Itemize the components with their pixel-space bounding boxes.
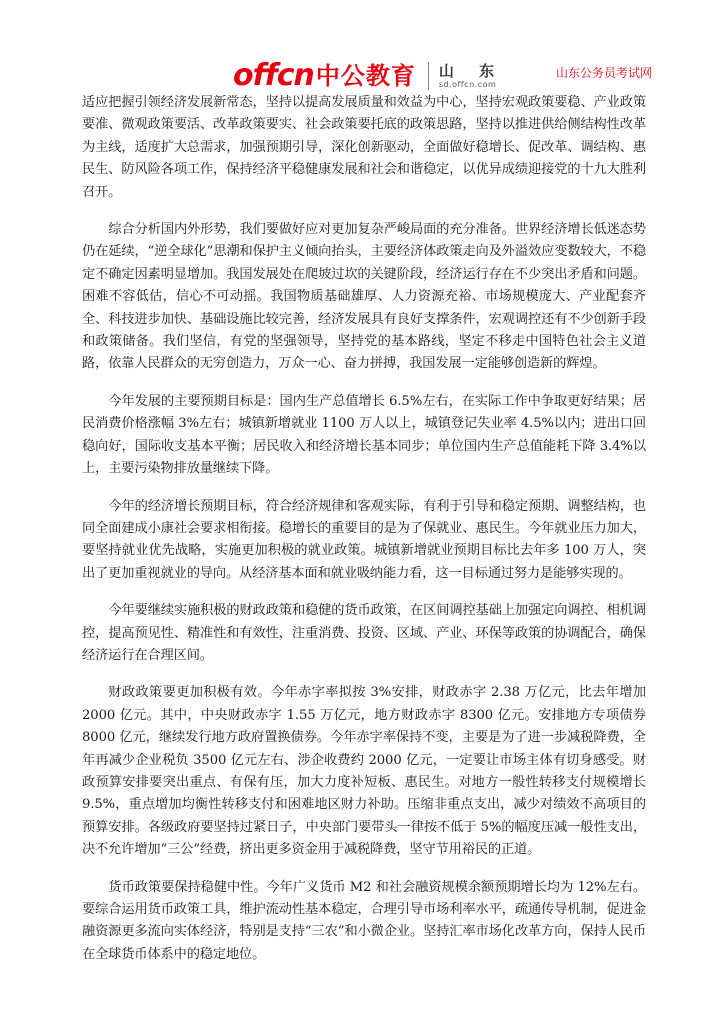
paragraph: 货币政策要保持稳健中性。今年广义货币 M2 和社会融资规模余额预期增长均为 12%左右。要综合运用货币政策工具，维护流动性基本稳定，合理引导市场利率水平，疏通传导机制，促进金融资源更多流向实体经济，特别是支持“三农”和小微企业。坚持汇率市场化改革方向，保持人民币在全球货币体系中的稳定地位。 <box>82 879 646 962</box>
paragraph: 今年的经济增长预期目标，符合经济规律和客观实际，有利于引导和稳定预期、调整结构，也同全面建成小康社会要求相衔接。稳增长的重要目的是为了保就业、惠民生。今年就业压力加大，要坚持就业优先战略，实施更加积极的就业政策。城镇新增就业预期目标比去年多 100 万人，突出了更加重视就业的导向。从经济基本面和就业吸纳能力看，这一目标通过努力是能够实现的。 <box>82 498 646 581</box>
paragraph: 财政政策要更加积极有效。今年赤字率拟按 3%安排，财政赤字 2.38 万亿元，比去年增加 2000 亿元。其中，中央财政赤字 1.55 万亿元，地方财政赤字 8300 亿元。安排地方专项债券 8000 亿元，继续发行地方政府置换债券。今年赤字率保持不变，主要是为了进一步减税降费，全年再减少企业税负 3500 亿元左右、涉企收费约 2000 亿元，一定要让市场主体有切身感受。财政预算安排要突出重点、有保有压，加大力度补短板、惠民生。对地方一般性转移支付规模增长 9.5%，重点增加均衡性转移支付和困难地区财力补助。压缩非重点支出，减少对绩效不高项目的预算安排。各级政府要坚持过紧日子，中央部门要带头一律按不低于 5%的幅度压减一般性支出，决不允许增加“三公”经费，挤出更多资金用于减税降费，坚守节用裕民的正道。 <box>82 685 646 858</box>
paragraph: 今年要继续实施积极的财政政策和稳健的货币政策，在区间调控基础上加强定向调控、相机调控，提高预见性、精准性和有效性，注重消费、投资、区域、产业、环保等政策的协调配合，确保经济运行在合理区间。 <box>82 603 646 663</box>
logo-domain: sd.offcn.com <box>438 80 497 89</box>
logo-brand-name: 中公教育 <box>315 62 416 90</box>
logo-region <box>439 62 504 90</box>
page-header <box>0 0 724 96</box>
paragraph: 适应把握引领经济发展新常态，坚持以提高发展质量和效益为中心，坚持宏观政策要稳、产业政策要准、微观政策要活、改革政策要实、社会政策要托底的政策思路，坚持以推进供给侧结构性改革为主线，适度扩大总需求，加强预期引导，深化创新驱动，全面做好稳增长、促改革、调结构、惠民生、防风险各项工作，保持经济平稳健康发展和社会和谐稳定，以优异成绩迎接党的十九大胜利召开。 <box>82 95 646 200</box>
offcn-logo[interactable] <box>233 58 504 94</box>
paragraph: 综合分析国内外形势，我们要做好应对更加复杂严峻局面的充分准备。世界经济增长低迷态势仍在延续，“逆全球化”思潮和保护主义倾向抬头，主要经济体政策走向及外溢效应变数较大，不稳定不确定因素明显增加。我国发展处在爬坡过坎的关键阶段，经济运行存在不少突出矛盾和问题。困难不容低估，信心不可动摇。我国物质基础雄厚、人力资源充裕、市场规模庞大、产业配套齐全、科技进步加快、基础设施比较完善，经济发展具有良好支撑条件，宏观调控还有不少创新手段和政策储备。我们坚信，有党的坚强领导，坚持党的基本路线，坚定不移走中国特色社会主义道路，依靠人民群众的无穷创造力，万众一心、奋力拼搏，我国发展一定能够创造新的辉煌。 <box>82 222 646 372</box>
site-link[interactable]: 山东公务员考试网 <box>555 66 652 80</box>
logo-province: 山 东 <box>438 62 505 80</box>
logo-divider <box>428 62 429 90</box>
document-body <box>82 92 646 981</box>
logo-offcn-text: offcn <box>233 58 314 93</box>
paragraph: 今年发展的主要预期目标是：国内生产总值增长 6.5%左右，在实际工作中争取更好结果；居民消费价格涨幅 3%左右；城镇新增就业 1100 万人以上，城镇登记失业率 4.5%以内；进出口回稳向好，国际收支基本平衡；居民收入和经济增长基本同步；单位国内生产总值能耗下降 3.4%以上，主要污染物排放量继续下降。 <box>82 393 646 477</box>
